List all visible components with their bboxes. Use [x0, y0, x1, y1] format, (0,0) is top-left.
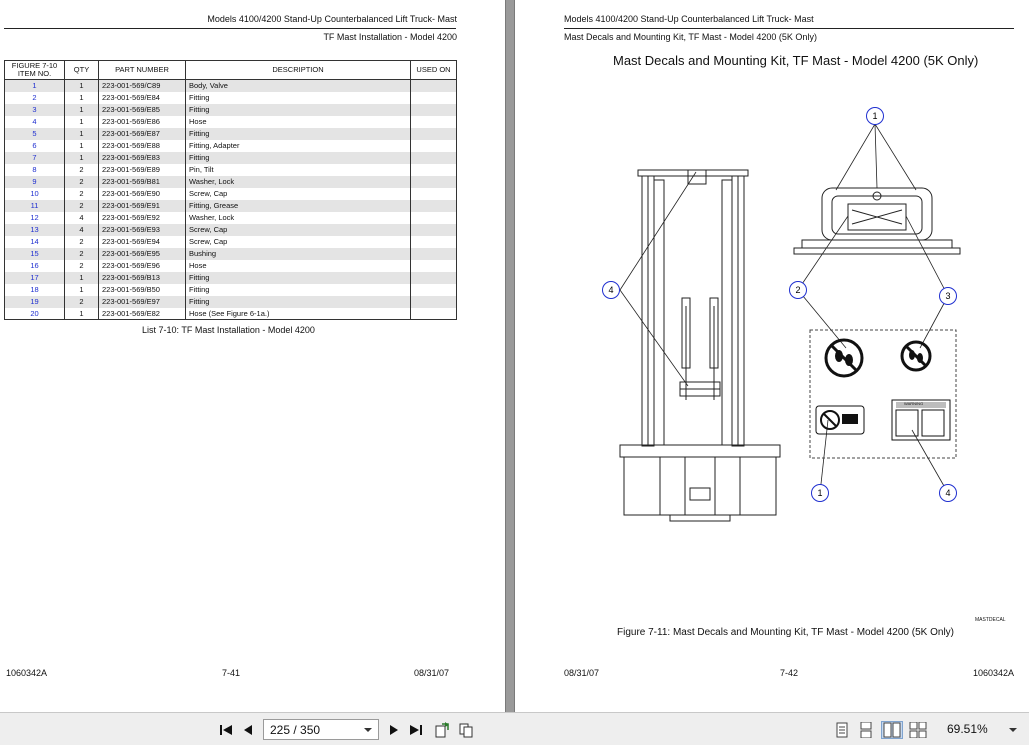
right-header-rule [564, 28, 1014, 29]
last-page-icon [409, 723, 423, 737]
used-on-cell [411, 140, 457, 152]
used-on-cell [411, 164, 457, 176]
callout-1-top: 1 [866, 107, 884, 125]
two-page-view-button[interactable] [881, 721, 903, 739]
item-no-cell[interactable]: 19 [5, 296, 65, 308]
used-on-cell [411, 284, 457, 296]
single-page-view-button[interactable] [833, 721, 851, 739]
item-no-cell[interactable]: 16 [5, 260, 65, 272]
part-number-cell: 223-001-569/E95 [99, 248, 186, 260]
qty-cell: 1 [65, 104, 99, 116]
description-cell: Fitting [186, 128, 411, 140]
qty-cell: 2 [65, 200, 99, 212]
part-number-cell: 223-001-569/B81 [99, 176, 186, 188]
qty-cell: 1 [65, 284, 99, 296]
zoom-dropdown-icon [1009, 727, 1017, 733]
used-on-cell [411, 80, 457, 92]
first-page-button[interactable] [217, 721, 235, 739]
used-on-cell [411, 116, 457, 128]
used-on-cell [411, 200, 457, 212]
table-row [5, 284, 457, 296]
fit-icon [458, 722, 474, 738]
col-qty: QTY [65, 61, 99, 80]
item-no-cell[interactable]: 10 [5, 188, 65, 200]
table-row [5, 308, 457, 320]
left-footer-page: 7-41 [222, 668, 241, 678]
qty-cell: 2 [65, 188, 99, 200]
qty-cell: 2 [65, 236, 99, 248]
table-row [5, 212, 457, 224]
callout-4-bottom: 4 [939, 484, 957, 502]
part-number-cell: 223-001-569/C89 [99, 80, 186, 92]
description-cell: Washer, Lock [186, 176, 411, 188]
description-cell: Fitting [186, 104, 411, 116]
part-number-cell: 223-001-569/B13 [99, 272, 186, 284]
used-on-cell [411, 104, 457, 116]
callout-2: 2 [789, 281, 807, 299]
description-cell: Hose [186, 116, 411, 128]
description-cell: Hose [186, 260, 411, 272]
part-number-cell: 223-001-569/E96 [99, 260, 186, 272]
two-page-continuous-button[interactable] [909, 721, 927, 739]
used-on-cell [411, 308, 457, 320]
page-number-input[interactable] [263, 719, 379, 740]
part-number-cell: 223-001-569/E93 [99, 224, 186, 236]
figure-title: Mast Decals and Mounting Kit, TF Mast - Model 4200 (5K Only) [613, 53, 979, 68]
two-page-icon [883, 722, 901, 738]
description-cell: Fitting [186, 92, 411, 104]
qty-cell: 1 [65, 128, 99, 140]
next-page-button[interactable] [385, 721, 403, 739]
continuous-view-button[interactable] [857, 721, 875, 739]
page-dropdown-icon[interactable] [364, 727, 372, 733]
decal-warning-label: WARNING [904, 401, 924, 406]
part-number-cell: 223-001-569/E87 [99, 128, 186, 140]
table-row [5, 164, 457, 176]
qty-cell: 2 [65, 296, 99, 308]
used-on-cell [411, 92, 457, 104]
page-number-text: 225 / 350 [270, 722, 321, 737]
continuous-icon [859, 722, 873, 738]
qty-cell: 2 [65, 260, 99, 272]
figure-drawing-id: MASTDECAL [975, 617, 1006, 623]
description-cell: Fitting, Adapter [186, 140, 411, 152]
description-cell: Fitting [186, 296, 411, 308]
qty-cell: 4 [65, 212, 99, 224]
item-no-cell[interactable]: 18 [5, 284, 65, 296]
used-on-cell [411, 188, 457, 200]
item-no-cell[interactable]: 2 [5, 92, 65, 104]
qty-cell: 1 [65, 80, 99, 92]
single-page-icon [835, 722, 849, 738]
qty-cell: 2 [65, 164, 99, 176]
item-no-cell[interactable]: 4 [5, 116, 65, 128]
viewer-toolbar [0, 712, 1029, 745]
qty-cell: 1 [65, 272, 99, 284]
table-row [5, 260, 457, 272]
table-row [5, 152, 457, 164]
table-row [5, 140, 457, 152]
part-number-cell: 223-001-569/E88 [99, 140, 186, 152]
prev-page-button[interactable] [239, 721, 257, 739]
used-on-cell [411, 260, 457, 272]
part-number-cell: 223-001-569/E82 [99, 308, 186, 320]
table-row [5, 224, 457, 236]
table-row [5, 200, 457, 212]
part-number-cell: 223-001-569/E84 [99, 92, 186, 104]
description-cell: Pin, Tilt [186, 164, 411, 176]
col-part-number: PART NUMBER [99, 61, 186, 80]
qty-cell: 2 [65, 176, 99, 188]
table-row [5, 116, 457, 128]
table-row [5, 92, 457, 104]
qty-cell: 2 [65, 248, 99, 260]
callout-4-left: 4 [602, 281, 620, 299]
table-row [5, 104, 457, 116]
callout-3: 3 [939, 287, 957, 305]
parts-table [4, 60, 456, 320]
used-on-cell [411, 152, 457, 164]
col-item-no: FIGURE 7-10 ITEM NO. [5, 61, 65, 80]
left-footer-docno: 1060342A [6, 668, 48, 678]
used-on-cell [411, 128, 457, 140]
part-number-cell: 223-001-569/E89 [99, 164, 186, 176]
part-number-cell: 223-001-569/E92 [99, 212, 186, 224]
rotate-button[interactable] [433, 721, 451, 739]
two-page-continuous-icon [909, 722, 927, 738]
table-row [5, 128, 457, 140]
used-on-cell [411, 248, 457, 260]
item-no-cell[interactable]: 8 [5, 164, 65, 176]
part-number-cell: 223-001-569/E94 [99, 236, 186, 248]
fit-page-button[interactable] [457, 721, 475, 739]
item-no-cell[interactable]: 6 [5, 140, 65, 152]
item-no-cell[interactable]: 15 [5, 248, 65, 260]
part-number-cell: 223-001-569/E97 [99, 296, 186, 308]
used-on-cell [411, 176, 457, 188]
zoom-dropdown-button[interactable] [1004, 721, 1022, 739]
left-header-rule [4, 28, 456, 29]
item-no-cell[interactable]: 3 [5, 104, 65, 116]
table-row [5, 80, 457, 92]
item-no-cell[interactable]: 20 [5, 308, 65, 320]
qty-cell: 4 [65, 224, 99, 236]
description-cell: Fitting [186, 284, 411, 296]
figure-caption: Figure 7-11: Mast Decals and Mounting Kit, TF Mast - Model 4200 (5K Only) [617, 627, 954, 638]
page-gutter [505, 0, 515, 712]
next-page-icon [387, 723, 401, 737]
part-number-cell: 223-001-569/E86 [99, 116, 186, 128]
item-no-cell[interactable]: 5 [5, 128, 65, 140]
callout-1-bottom: 1 [811, 484, 829, 502]
prev-page-icon [241, 723, 255, 737]
part-number-cell: 223-001-569/E90 [99, 188, 186, 200]
qty-cell: 1 [65, 152, 99, 164]
used-on-cell [411, 296, 457, 308]
left-header-line2: TF Mast Installation - Model 4200 [323, 32, 457, 42]
item-no-cell[interactable]: 12 [5, 212, 65, 224]
right-header-line1: Models 4100/4200 Stand-Up Counterbalanced Lift Truck- Mast [564, 14, 814, 24]
page-7-41 [0, 0, 505, 712]
qty-cell: 1 [65, 116, 99, 128]
description-cell: Hose (See Figure 6-1a.) [186, 308, 411, 320]
left-footer-date: 08/31/07 [414, 668, 450, 678]
description-cell: Screw, Cap [186, 224, 411, 236]
rotate-icon [434, 722, 450, 738]
table-row [5, 176, 457, 188]
qty-cell: 1 [65, 308, 99, 320]
description-cell: Fitting [186, 272, 411, 284]
description-cell: Bushing [186, 248, 411, 260]
table-row [5, 296, 457, 308]
col-used-on: USED ON [411, 61, 457, 80]
part-number-cell: 223-001-569/B50 [99, 284, 186, 296]
zoom-level[interactable]: 69.51% [947, 722, 988, 736]
part-number-cell: 223-001-569/E83 [99, 152, 186, 164]
part-number-cell: 223-001-569/E85 [99, 104, 186, 116]
right-footer-date: 08/31/07 [564, 668, 600, 678]
used-on-cell [411, 236, 457, 248]
left-caption: List 7-10: TF Mast Installation - Model 4200 [142, 325, 315, 335]
qty-cell: 1 [65, 92, 99, 104]
description-cell: Screw, Cap [186, 188, 411, 200]
item-no-cell[interactable]: 9 [5, 176, 65, 188]
description-cell: Body, Valve [186, 80, 411, 92]
col-description: DESCRIPTION [186, 61, 411, 80]
table-row [5, 248, 457, 260]
description-cell: Washer, Lock [186, 212, 411, 224]
used-on-cell [411, 224, 457, 236]
part-number-cell: 223-001-569/E91 [99, 200, 186, 212]
right-footer-docno: 1060342A [973, 668, 1015, 678]
right-header-line2: Mast Decals and Mounting Kit, TF Mast - Model 4200 (5K Only) [564, 32, 817, 42]
mast-drawing [590, 100, 980, 530]
left-header-line1: Models 4100/4200 Stand-Up Counterbalanced Lift Truck- Mast [207, 14, 457, 24]
item-no-cell[interactable]: 7 [5, 152, 65, 164]
mast-decal-figure [590, 100, 980, 530]
first-page-icon [219, 723, 233, 737]
table-row [5, 236, 457, 248]
item-no-cell[interactable]: 11 [5, 200, 65, 212]
description-cell: Screw, Cap [186, 236, 411, 248]
item-no-cell[interactable]: 13 [5, 224, 65, 236]
used-on-cell [411, 212, 457, 224]
item-no-cell[interactable]: 1 [5, 80, 65, 92]
used-on-cell [411, 272, 457, 284]
right-footer-page: 7-42 [780, 668, 799, 678]
item-no-cell[interactable]: 14 [5, 236, 65, 248]
qty-cell: 1 [65, 140, 99, 152]
table-row [5, 188, 457, 200]
description-cell: Fitting, Grease [186, 200, 411, 212]
item-no-cell[interactable]: 17 [5, 272, 65, 284]
last-page-button[interactable] [407, 721, 425, 739]
description-cell: Fitting [186, 152, 411, 164]
table-row [5, 272, 457, 284]
